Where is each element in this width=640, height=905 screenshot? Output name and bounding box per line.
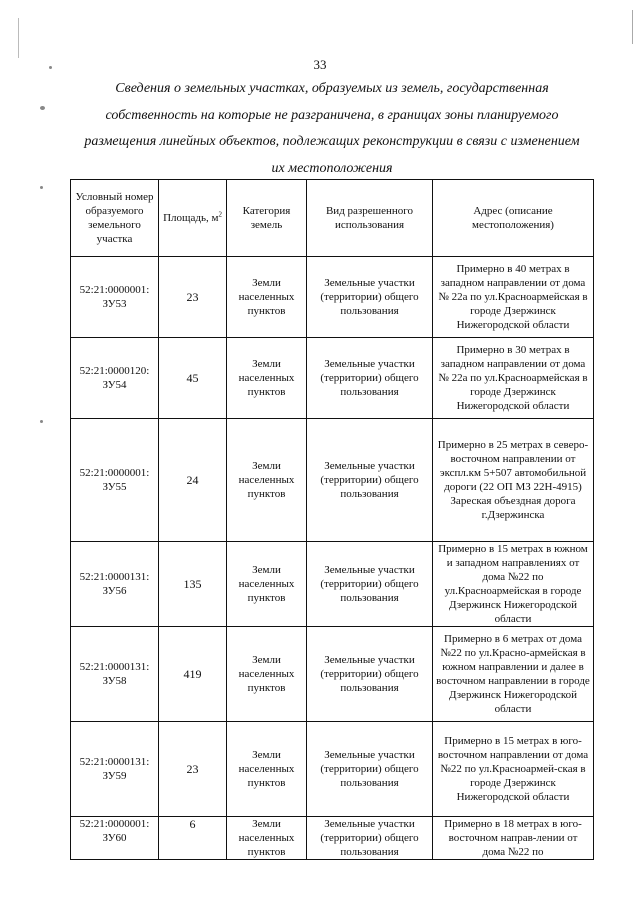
header-id: Условный номер образуемого земельного участка bbox=[71, 180, 159, 257]
plot-number: ЗУ53 bbox=[102, 298, 127, 310]
plot-category: Земли населенных пунктов bbox=[227, 419, 307, 542]
table-row bbox=[71, 257, 594, 338]
plot-address: Примерно в 30 метрах в западном направлении от дома № 22а по ул.Красноармейская в городе Дзержинск Нижегородской области bbox=[433, 338, 594, 419]
plot-area: 24 bbox=[159, 419, 227, 542]
plot-use: Земельные участки (территории) общего пользования bbox=[307, 419, 433, 542]
plot-number: ЗУ59 bbox=[102, 770, 127, 782]
plot-use: Земельные участки (территории) общего пользования bbox=[307, 338, 433, 419]
plot-number: ЗУ54 bbox=[102, 379, 127, 391]
title-line: Сведения о земельных участках, образуемых из земель, государственная bbox=[115, 81, 549, 96]
plot-id-cell bbox=[71, 257, 159, 338]
document-title bbox=[62, 76, 602, 182]
plot-use: Земельные участки (территории) общего пользования bbox=[307, 627, 433, 722]
plot-use: Земельные участки (территории) общего пользования bbox=[307, 257, 433, 338]
plot-id-cell bbox=[71, 627, 159, 722]
plot-address: Примерно в 6 метрах от дома №22 по ул.Красно-армейская в южном направлении и далее в восточном направлении в городе Дзержинск Нижегородской области bbox=[433, 627, 594, 722]
table-row bbox=[71, 817, 594, 860]
plot-address: Примерно в 15 метрах в юго-восточном направлении от дома №22 по ул.Красноармей-ская в городе Дзержинск Нижегородской области bbox=[433, 722, 594, 817]
table-row bbox=[71, 542, 594, 627]
plot-use: Земельные участки (территории) общего пользования bbox=[307, 722, 433, 817]
plot-number: ЗУ56 bbox=[102, 585, 127, 597]
plot-use: Земельные участки (территории) общего пользования bbox=[307, 817, 433, 860]
plot-number: ЗУ60 bbox=[102, 832, 127, 844]
plot-cadastral-prefix: 52:21:0000001: bbox=[79, 467, 150, 479]
plot-area: 23 bbox=[159, 257, 227, 338]
scan-margin-mark bbox=[632, 10, 633, 44]
plot-category: Земли населенных пунктов bbox=[227, 257, 307, 338]
page-number: 33 bbox=[313, 57, 327, 72]
plot-cadastral-prefix: 52:21:0000131: bbox=[79, 756, 150, 768]
plot-id-cell bbox=[71, 338, 159, 419]
plot-cadastral-prefix: 52:21:0000131: bbox=[79, 571, 150, 583]
plot-category: Земли населенных пунктов bbox=[227, 722, 307, 817]
plot-use: Земельные участки (территории) общего пользования bbox=[307, 542, 433, 627]
land-plots-table bbox=[70, 179, 594, 860]
plot-address: Примерно в 18 метрах в юго-восточном направ-лении от дома №22 по bbox=[433, 817, 594, 860]
header-area bbox=[159, 180, 227, 257]
plot-category: Земли населенных пунктов bbox=[227, 542, 307, 627]
header-use: Вид разрешенного использования bbox=[307, 180, 433, 257]
plot-category: Земли населенных пунктов bbox=[227, 627, 307, 722]
header-category: Категория земель bbox=[227, 180, 307, 257]
plot-category: Земли населенных пунктов bbox=[227, 338, 307, 419]
plot-address: Примерно в 15 метрах в южном и западном направлениях от дома №22 по ул.Красноармейская в городе Дзержинск Нижегородской области bbox=[433, 542, 594, 627]
table-row bbox=[71, 419, 594, 542]
plot-area: 419 bbox=[159, 627, 227, 722]
plot-area: 23 bbox=[159, 722, 227, 817]
title-line: размещения линейных объектов, подлежащих реконструкции в связи с изменением bbox=[84, 134, 580, 149]
plot-category: Земли населенных пунктов bbox=[227, 817, 307, 860]
plot-id-cell bbox=[71, 722, 159, 817]
scan-margin-mark bbox=[40, 106, 45, 110]
plot-cadastral-prefix: 52:21:0000001: bbox=[79, 284, 150, 296]
header-address: Адрес (описание местоположения) bbox=[433, 180, 594, 257]
title-line: их местоположения bbox=[271, 160, 393, 176]
plot-cadastral-prefix: 52:21:0000131: bbox=[79, 661, 150, 673]
table-header-row bbox=[71, 180, 594, 257]
plot-area: 6 bbox=[159, 817, 227, 860]
table-row bbox=[71, 338, 594, 419]
title-line: собственность на которые не разграничена, в границах зоны планируемого bbox=[105, 107, 559, 123]
table-row bbox=[71, 627, 594, 722]
plot-area: 45 bbox=[159, 338, 227, 419]
plot-id-cell bbox=[71, 817, 159, 860]
plot-area: 135 bbox=[159, 542, 227, 627]
scan-margin-mark bbox=[40, 186, 43, 189]
header-area-superscript: 2 bbox=[218, 210, 222, 219]
scan-margin-mark bbox=[40, 420, 43, 423]
plot-id-cell bbox=[71, 419, 159, 542]
plot-cadastral-prefix: 52:21:0000120: bbox=[79, 365, 150, 377]
plot-address: Примерно в 40 метрах в западном направлении от дома № 22а по ул.Красноармейская в городе Дзержинск Нижегородской области bbox=[433, 257, 594, 338]
plot-address: Примерно в 25 метрах в северо-восточном направлении от экспл.км 5+507 автомобильной дороги (22 ОП МЗ 22Н-4915) Зареская объездная дорога г.Дзержинска bbox=[433, 419, 594, 542]
table-row bbox=[71, 722, 594, 817]
plot-cadastral-prefix: 52:21:0000001: bbox=[79, 818, 150, 830]
header-area-label: Площадь, м bbox=[163, 212, 219, 224]
plot-number: ЗУ55 bbox=[102, 481, 127, 493]
plot-id-cell bbox=[71, 542, 159, 627]
scan-margin-mark bbox=[18, 18, 19, 58]
plot-number: ЗУ58 bbox=[102, 675, 127, 687]
